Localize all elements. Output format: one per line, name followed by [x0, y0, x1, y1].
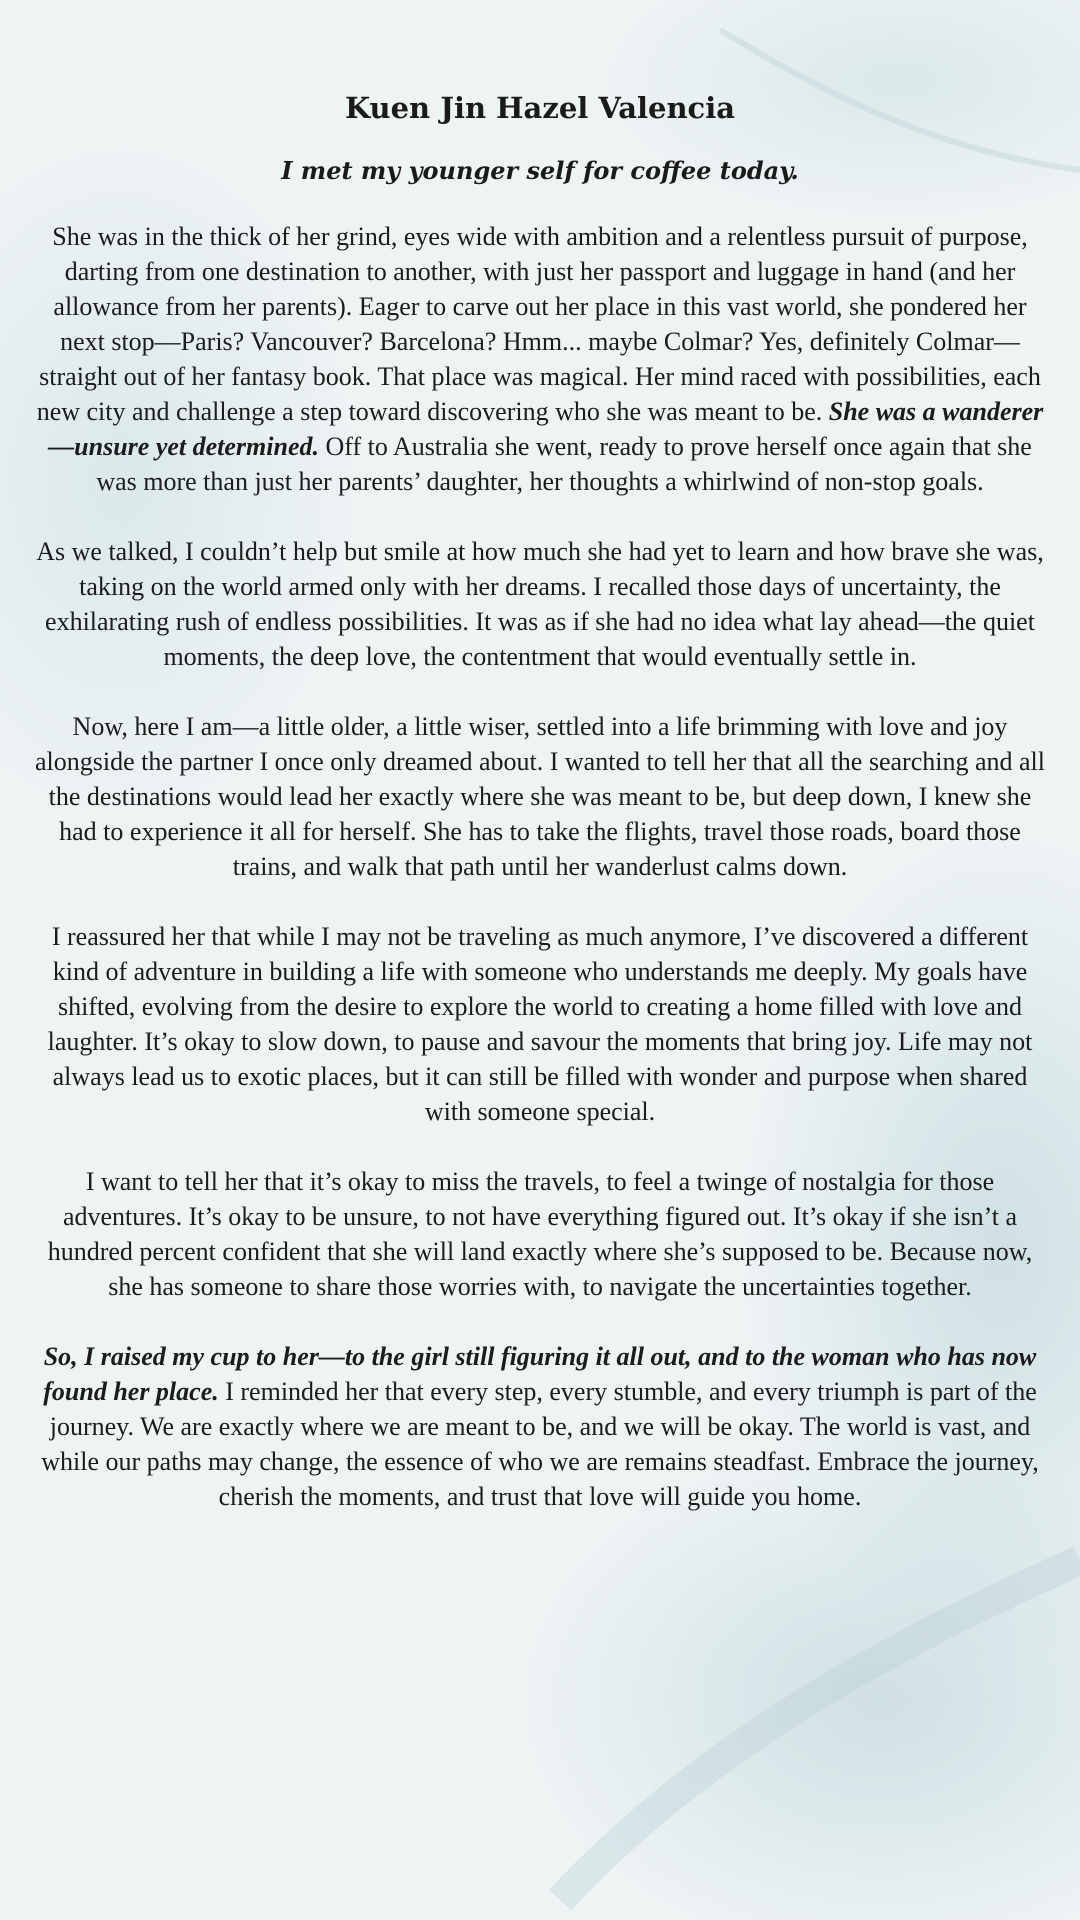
paragraph-4-text: I reassured her that while I may not be traveling as much anymore, I’ve discovered a different kind of adventure in building a life with someone who understands me deeply. My goals have shifted, evolving from the desire to explore the world to creating a home filled with love and laughter. It’s okay to slow down, to pause and savour the moments that bring joy. Life may not always lead us to exotic places, but it can still be filled with wonder and purpose when shared with someone special. [47, 922, 1033, 1126]
paragraph-1 [30, 219, 1050, 499]
paragraph-6-emphasis: So, I raised my cup to her—to the girl still figuring it all out, and to the woman who has now found her place. [43, 1342, 1037, 1406]
author-name: Kuen Jin Hazel Valencia [344, 91, 736, 125]
paragraph-6-text-after: I reminded her that every step, every stumble, and every triumph is part of the journey. We are exactly where we are meant to be, and we will be okay. The world is vast, and while our paths may change, the essence of who we are remains steadfast. Embrace the journey, cherish the moments, and trust that love will guide you home. [41, 1377, 1039, 1511]
paragraph-2 [30, 534, 1050, 674]
paragraph-3-text: Now, here I am—a little older, a little wiser, settled into a life brimming with love and joy alongside the partner I once only dreamed about. I wanted to tell her that all the searching and all the destinations would lead her exactly where she was meant to be, but deep down, I knew she had to experience it all for herself. She has to take the flights, travel those roads, board those trains, and walk that path until her wanderlust calms down. [34, 712, 1045, 881]
paragraph-3 [30, 709, 1050, 884]
paragraph-2-text: As we talked, I couldn’t help but smile at how much she had yet to learn and how brave she was, taking on the world armed only with her dreams. I recalled those days of uncertainty, the exhilarating rush of endless possibilities. It was as if she had no idea what lay ahead—the quiet moments, the deep love, the contentment that would eventually settle in. [36, 537, 1044, 671]
paragraph-1-text-after: Off to Australia she went, ready to prove herself once again that she was more than just her parents’ daughter, her thoughts a whirlwind of non-stop goals. [96, 432, 1032, 496]
paragraph-1-text: She was in the thick of her grind, eyes wide with ambition and a relentless pursuit of purpose, darting from one destination to another, with just her passport and luggage in hand (and her allowance from her parents). Eager to carve out her place in this vast world, she pondered her next stop—Paris? Vancouver? Barcelona? Hmm... maybe Colmar? Yes, definitely Colmar—straight out of her fantasy book. That place was magical. Her mind raced with possibilities, each new city and challenge a step toward discovering who she was meant to be. [36, 222, 1041, 426]
paragraph-1-emphasis: She was a wanderer—unsure yet determined. [48, 397, 1044, 461]
paragraph-5 [30, 1164, 1050, 1304]
paragraph-4 [30, 919, 1050, 1129]
paragraph-6 [30, 1339, 1050, 1514]
document-subtitle: I met my younger self for coffee today. [281, 156, 799, 185]
paragraph-5-text: I want to tell her that it’s okay to miss the travels, to feel a twinge of nostalgia for those adventures. It’s okay to be unsure, to not have everything figured out. It’s okay if she isn’t a hundred percent confident that she will land exactly where she’s supposed to be. Because now, she has someone to share those worries with, to navigate the uncertainties together. [47, 1167, 1033, 1301]
